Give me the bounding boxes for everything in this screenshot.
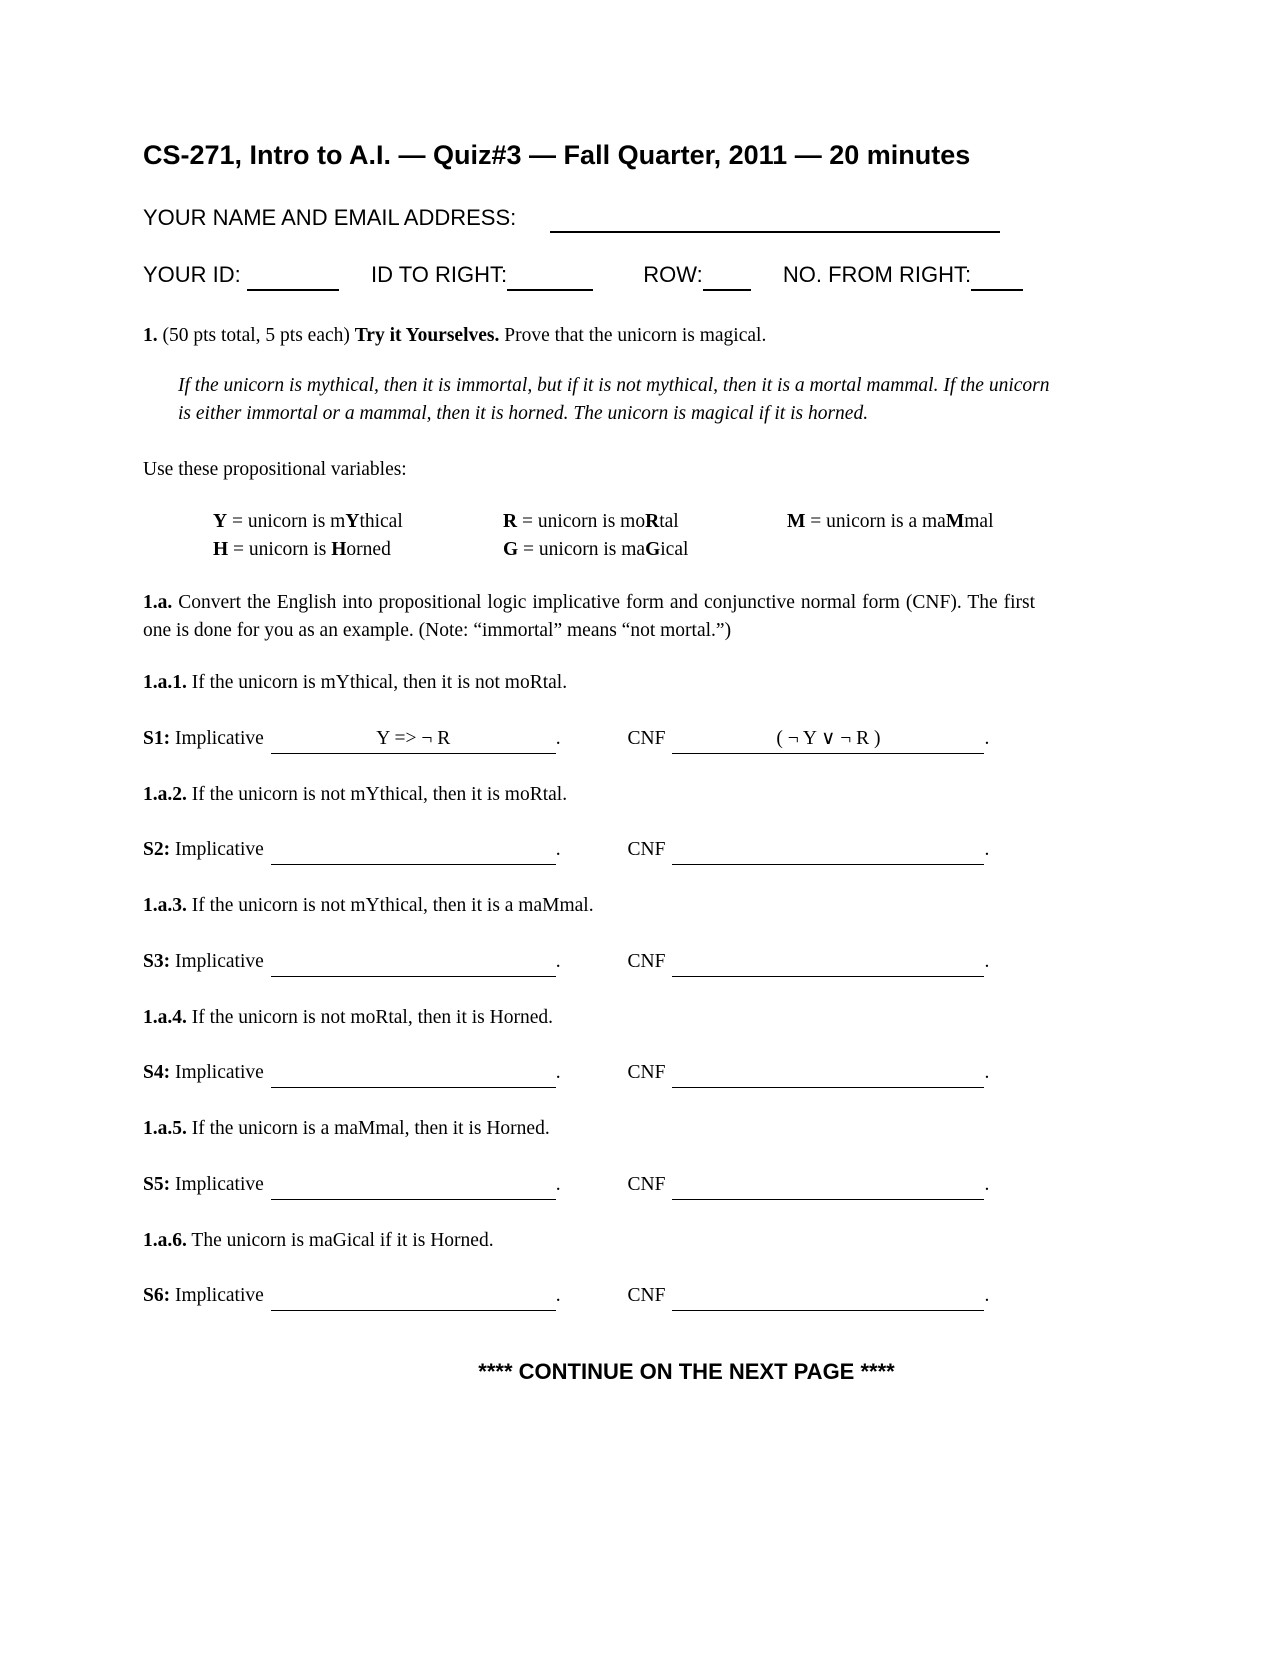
statement-text-line (143, 669, 1185, 697)
cnf-label: CNF (627, 839, 666, 861)
statement-block (143, 1115, 1185, 1200)
var-empty (787, 537, 1185, 564)
implicative-label: Implicative (174, 727, 264, 749)
cnf-answer (826, 1285, 831, 1306)
cnf-label: CNF (627, 1285, 666, 1307)
implicative-blank-field (271, 1171, 556, 1200)
implicative-blank-field (271, 1282, 556, 1311)
variables-intro: Use these propositional variables: (143, 458, 407, 480)
statement-block (143, 1227, 1185, 1312)
period: . (984, 839, 990, 861)
answer-line (143, 836, 1185, 865)
statement-text-line (143, 781, 1185, 809)
id-label: YOUR ID: (143, 262, 241, 288)
statement-text-line (143, 1115, 1185, 1143)
seat-blank-field (971, 262, 1023, 290)
statements-list (143, 669, 1185, 1311)
implicative-label: Implicative (174, 839, 264, 861)
period: . (555, 1062, 561, 1084)
seat-label: NO. FROM RIGHT: (782, 262, 972, 288)
var-r: R = unicorn is moRtal (503, 510, 679, 532)
cnf-label: CNF (627, 1173, 666, 1195)
statement-text-line (143, 1004, 1185, 1032)
cnf-answer (826, 839, 831, 860)
cnf-answer (826, 951, 831, 972)
implicative-blank-field (271, 1059, 556, 1088)
period: . (984, 950, 990, 972)
statement-block (143, 892, 1185, 977)
statement-text-line (143, 892, 1185, 920)
statement-block (143, 669, 1185, 754)
statement-number: 1.a.5. (143, 1118, 187, 1140)
cnf-blank-field (672, 836, 984, 865)
part-a-instructions: 1.a. Convert the English into propositional logic implicative form and conjunctive normal form (CNF). The first one is done for you as an example. (Note: “immortal” means “not mortal.”) (143, 591, 1035, 641)
implicative-label: Implicative (174, 950, 264, 972)
statement-label: S3: (143, 950, 171, 972)
statement-number: 1.a.3. (143, 895, 187, 917)
row-blank-field (703, 262, 751, 290)
id-right-label: ID TO RIGHT: (371, 262, 508, 288)
var-h: H = unicorn is Horned (213, 538, 391, 560)
implicative-blank-field (271, 836, 556, 865)
statement-number: 1.a.2. (143, 783, 187, 805)
var-m: M = unicorn is a maMmal (787, 510, 994, 532)
cnf-blank-field (672, 1171, 984, 1200)
id-blank-field (247, 262, 339, 290)
var-y: Y = unicorn is mYthical (213, 510, 403, 532)
row-label: ROW: (643, 262, 703, 288)
statement-block (143, 781, 1185, 866)
cnf-blank-field (672, 1059, 984, 1088)
cnf-label: CNF (627, 727, 666, 749)
continue-notice: **** CONTINUE ON THE NEXT PAGE **** (478, 1359, 895, 1385)
statement-label: S5: (143, 1173, 171, 1195)
statement-sentence: The unicorn is maGical if it is Horned. (191, 1229, 494, 1251)
statement-text-line (143, 1227, 1185, 1255)
statement-sentence: If the unicorn is a maMmal, then it is Horned. (191, 1118, 550, 1140)
answer-line (143, 1282, 1185, 1311)
name-blank-field (550, 205, 1000, 233)
period: . (555, 950, 561, 972)
cnf-answer (826, 1062, 831, 1083)
answer-line (143, 1171, 1185, 1200)
cnf-label: CNF (627, 1062, 666, 1084)
page-title: CS-271, Intro to A.I. — Quiz#3 — Fall Quarter, 2011 — 20 minutes (143, 140, 971, 170)
question-intro: 1. (50 pts total, 5 pts each) Try it Yourselves. Prove that the unicorn is magical. (143, 324, 767, 346)
period: . (984, 1285, 990, 1307)
statement-number: 1.a.6. (143, 1229, 187, 1251)
answer-line (143, 725, 1185, 754)
statement-label: S1: (143, 727, 171, 749)
implicative-label: Implicative (174, 1062, 264, 1084)
unicorn-story: If the unicorn is mythical, then it is immortal, but if it is not mythical, then it is a mortal mammal. If the unicorn is either immortal or a mammal, then it is horned. The unicorn is magical if it is horned. (178, 375, 1050, 425)
statement-sentence: If the unicorn is mYthical, then it is not moRtal. (191, 672, 568, 694)
name-label: YOUR NAME AND EMAIL ADDRESS: (143, 205, 517, 231)
statement-number: 1.a.1. (143, 672, 187, 694)
statement-sentence: If the unicorn is not mYthical, then it is moRtal. (191, 783, 568, 805)
var-g: G = unicorn is maGical (503, 538, 689, 560)
implicative-blank-field (271, 948, 556, 977)
statement-label: S6: (143, 1285, 171, 1307)
implicative-answer (411, 839, 416, 860)
period: . (984, 1173, 990, 1195)
statement-sentence: If the unicorn is not mYthical, then it is a maMmal. (191, 895, 594, 917)
period: . (555, 1173, 561, 1195)
name-row (143, 205, 1185, 233)
cnf-answer (826, 1174, 831, 1195)
cnf-label: CNF (627, 950, 666, 972)
cnf-blank-field (672, 725, 984, 754)
implicative-answer (411, 1062, 416, 1083)
cnf-blank-field (672, 948, 984, 977)
answer-line (143, 1059, 1185, 1088)
statement-label: S4: (143, 1062, 171, 1084)
statement-block (143, 1004, 1185, 1089)
period: . (984, 727, 990, 749)
answer-line (143, 948, 1185, 977)
statement-sentence: If the unicorn is not moRtal, then it is Horned. (191, 1006, 553, 1028)
id-row (143, 262, 1185, 290)
cnf-answer: ( ¬ Y ∨ ¬ R ) (776, 727, 881, 749)
implicative-label: Implicative (174, 1285, 264, 1307)
implicative-answer (411, 1174, 416, 1195)
implicative-answer: Y => ¬ R (376, 727, 451, 749)
implicative-blank-field (271, 725, 556, 754)
implicative-answer (411, 1285, 416, 1306)
cnf-blank-field (672, 1282, 984, 1311)
period: . (984, 1062, 990, 1084)
implicative-label: Implicative (174, 1173, 264, 1195)
period: . (555, 839, 561, 861)
id-right-blank-field (507, 262, 593, 290)
period: . (555, 727, 561, 749)
statement-label: S2: (143, 839, 171, 861)
implicative-answer (411, 951, 416, 972)
propositional-variables (213, 509, 1185, 564)
period: . (555, 1285, 561, 1307)
statement-number: 1.a.4. (143, 1006, 187, 1028)
